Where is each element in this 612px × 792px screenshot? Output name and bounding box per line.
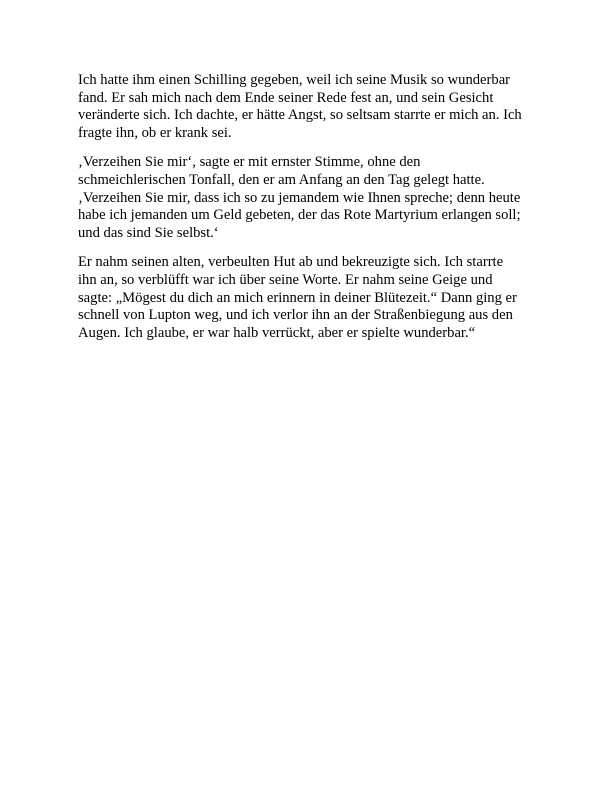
text-line: ‚Verzeihen Sie mir‘, sagte er mit ernster Stimme, ohne den (78, 154, 421, 171)
text-line: sagte: „Mögest du dich an mich erinnern in deiner Blütezeit.“ Dann ging er (78, 289, 517, 306)
paragraph-1 (78, 72, 540, 142)
text-line: ‚Verzeihen Sie mir, dass ich so zu jemandem wie Ihnen spreche; denn heute (78, 189, 521, 206)
text-line: fand. Er sah mich nach dem Ende seiner Rede fest an, und sein Gesicht (78, 89, 494, 106)
body-text (78, 72, 540, 354)
text-line: veränderte sich. Ich dachte, er hätte Angst, so seltsam starrte er mich an. Ich (78, 107, 522, 124)
paragraph-3 (78, 254, 540, 342)
text-line: habe ich jemanden um Geld gebeten, der das Rote Martyrium erlangen soll; (78, 207, 521, 224)
text-line: ihn an, so verblüfft war ich über seine Worte. Er nahm seine Geige und (78, 271, 493, 288)
text-line: fragte ihn, ob er krank sei. (78, 124, 232, 141)
text-line: und das sind Sie selbst.‘ (78, 224, 219, 241)
text-line: schnell von Lupton weg, und ich verlor ihn an der Straßenbiegung aus den (78, 307, 513, 324)
text-line: schmeichlerischen Tonfall, den er am Anfang an den Tag gelegt hatte. (78, 171, 485, 188)
paragraph-2 (78, 154, 540, 242)
text-line: Augen. Ich glaube, er war halb verrückt, aber er spielte wunderbar.“ (78, 324, 476, 341)
text-line: Ich hatte ihm einen Schilling gegeben, weil ich seine Musik so wunderbar (78, 72, 511, 88)
text-line: Er nahm seinen alten, verbeulten Hut ab und bekreuzigte sich. Ich starrte (78, 254, 504, 271)
